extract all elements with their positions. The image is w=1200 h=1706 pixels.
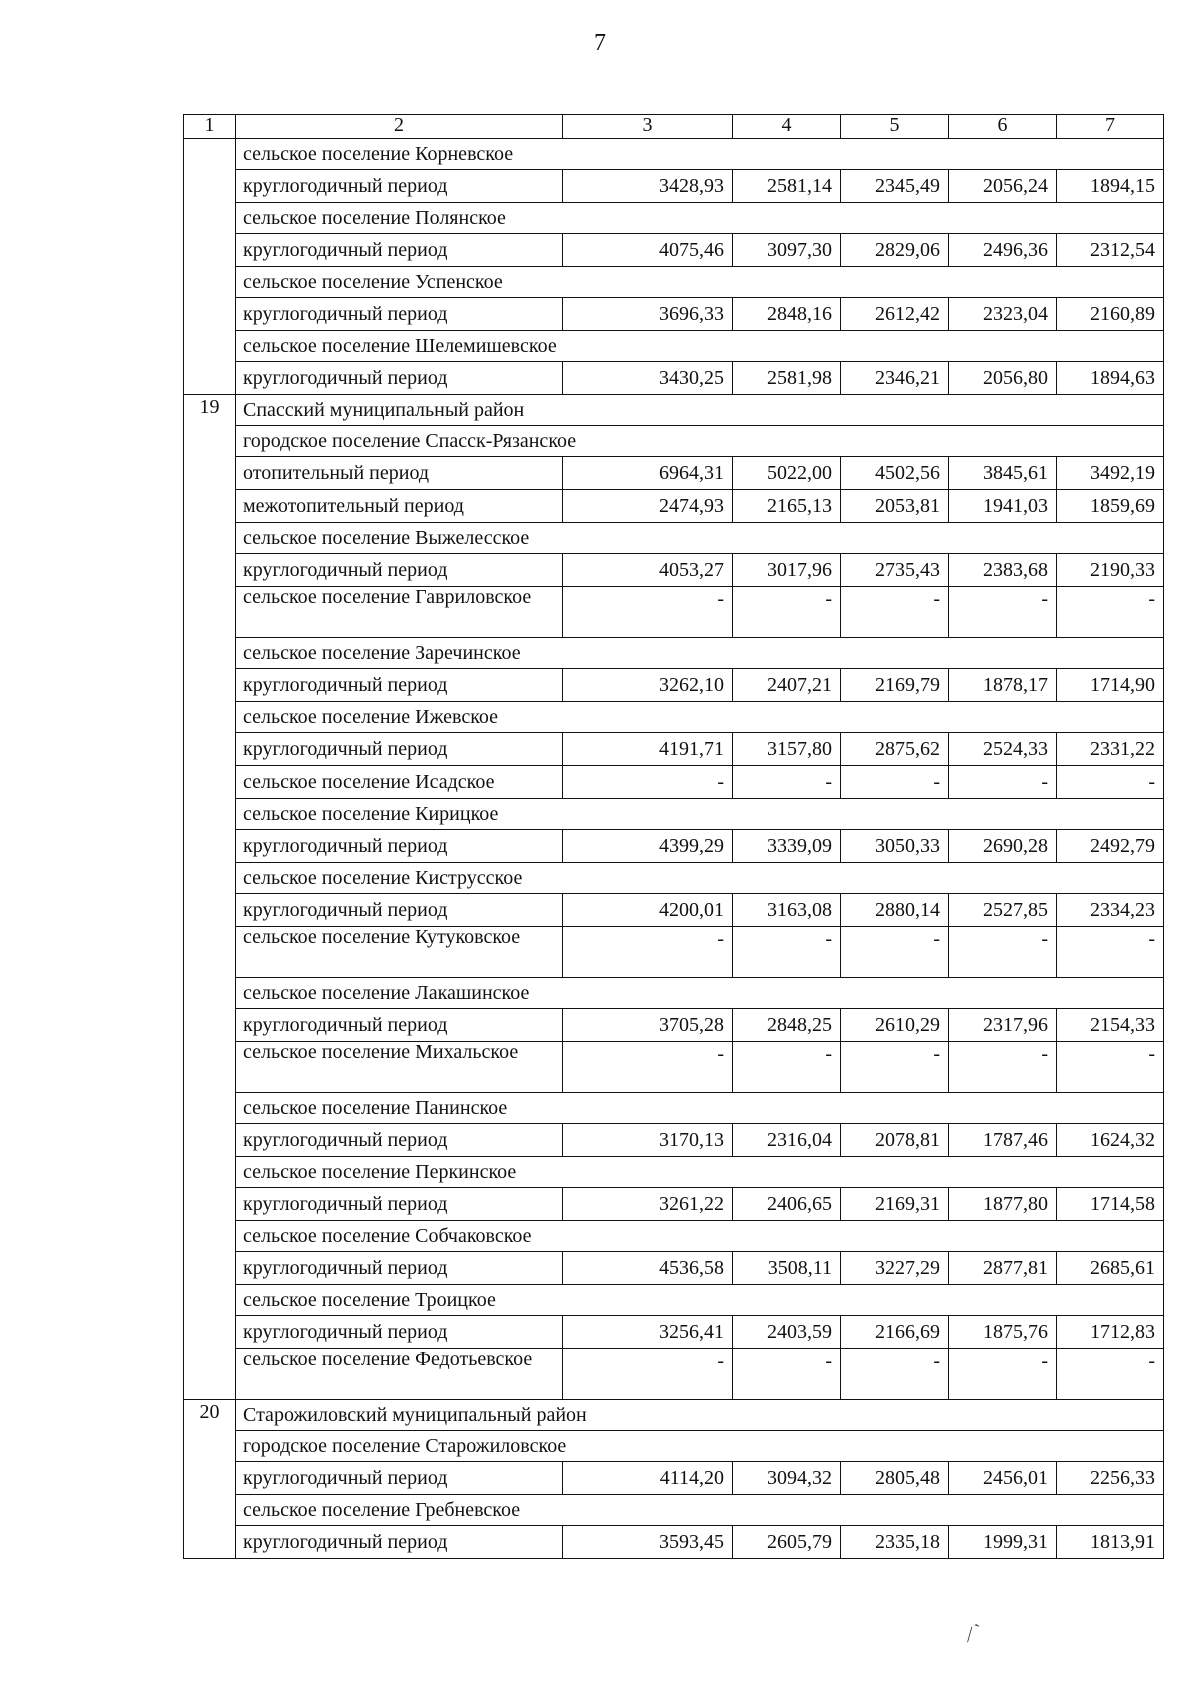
settlement-label: сельское поселение Гребневское (236, 1495, 1164, 1526)
table-row (184, 766, 1164, 799)
value-cell: 2335,18 (841, 1526, 949, 1559)
page-number: 7 (594, 30, 606, 56)
value-cell: - (563, 927, 733, 978)
value-cell: - (563, 1349, 733, 1400)
table-row (184, 267, 1164, 298)
value-cell: 3017,96 (733, 554, 841, 587)
value-cell: 3339,09 (733, 830, 841, 863)
value-cell: 2690,28 (949, 830, 1057, 863)
value-cell: - (949, 587, 1057, 638)
value-cell: 2735,43 (841, 554, 949, 587)
row-label: круглогодичный период (236, 362, 563, 395)
value-cell: 4200,01 (563, 894, 733, 927)
row-label: сельское поселение Гавриловское (236, 587, 563, 638)
table-row (184, 490, 1164, 523)
table-row (184, 1252, 1164, 1285)
table-row (184, 1009, 1164, 1042)
value-cell: 3262,10 (563, 669, 733, 702)
value-cell: 1894,15 (1057, 170, 1164, 203)
row-label: сельское поселение Федотьевское (236, 1349, 563, 1400)
value-cell: - (949, 1349, 1057, 1400)
value-cell: 3050,33 (841, 830, 949, 863)
tariff-table (183, 114, 1164, 1559)
value-cell: 4075,46 (563, 234, 733, 267)
value-cell: 2256,33 (1057, 1462, 1164, 1495)
table-row (184, 395, 1164, 426)
value-cell: - (733, 927, 841, 978)
value-cell: 3227,29 (841, 1252, 949, 1285)
value-cell: - (949, 1042, 1057, 1093)
value-cell: 2805,48 (841, 1462, 949, 1495)
value-cell: 2190,33 (1057, 554, 1164, 587)
value-cell: 2581,98 (733, 362, 841, 395)
value-cell: 1712,83 (1057, 1316, 1164, 1349)
settlement-label: сельское поселение Заречинское (236, 638, 1164, 669)
row-label: круглогодичный период (236, 1252, 563, 1285)
value-cell: 2056,24 (949, 170, 1057, 203)
table-row (184, 362, 1164, 395)
row-label: круглогодичный период (236, 1124, 563, 1157)
row-label: круглогодичный период (236, 1009, 563, 1042)
value-cell: 3705,28 (563, 1009, 733, 1042)
table-row (184, 1349, 1164, 1400)
value-cell: 2316,04 (733, 1124, 841, 1157)
value-cell: 3256,41 (563, 1316, 733, 1349)
value-cell: 1877,80 (949, 1188, 1057, 1221)
value-cell: - (949, 927, 1057, 978)
column-header: 4 (733, 115, 841, 139)
value-cell: 2880,14 (841, 894, 949, 927)
value-cell: - (733, 587, 841, 638)
value-cell: 2345,49 (841, 170, 949, 203)
value-cell: 2610,29 (841, 1009, 949, 1042)
value-cell: 4191,71 (563, 733, 733, 766)
value-cell: - (949, 766, 1057, 799)
table-row (184, 298, 1164, 331)
value-cell: 2829,06 (841, 234, 949, 267)
value-cell: 1999,31 (949, 1526, 1057, 1559)
table-row (184, 927, 1164, 978)
row-label: круглогодичный период (236, 830, 563, 863)
table-row (184, 894, 1164, 927)
value-cell: 1714,58 (1057, 1188, 1164, 1221)
value-cell: - (1057, 1349, 1164, 1400)
value-cell: - (1057, 927, 1164, 978)
value-cell: 2848,16 (733, 298, 841, 331)
value-cell: 2323,04 (949, 298, 1057, 331)
value-cell: 1624,32 (1057, 1124, 1164, 1157)
table-row (184, 587, 1164, 638)
row-label: круглогодичный период (236, 894, 563, 927)
settlement-label: сельское поселение Кирицкое (236, 799, 1164, 830)
value-cell: 2383,68 (949, 554, 1057, 587)
value-cell: 6964,31 (563, 457, 733, 490)
table-row (184, 1526, 1164, 1559)
row-label: круглогодичный период (236, 1526, 563, 1559)
row-label: круглогодичный период (236, 170, 563, 203)
value-cell: 2154,33 (1057, 1009, 1164, 1042)
column-header: 1 (184, 115, 236, 139)
value-cell: 2056,80 (949, 362, 1057, 395)
value-cell: 1894,63 (1057, 362, 1164, 395)
value-cell: 2346,21 (841, 362, 949, 395)
value-cell: 2165,13 (733, 490, 841, 523)
value-cell: 3492,19 (1057, 457, 1164, 490)
row-label: круглогодичный период (236, 733, 563, 766)
table-row (184, 702, 1164, 733)
value-cell: 2406,65 (733, 1188, 841, 1221)
table-row (184, 733, 1164, 766)
value-cell: 2848,25 (733, 1009, 841, 1042)
column-header: 6 (949, 115, 1057, 139)
table-row (184, 170, 1164, 203)
column-header: 5 (841, 115, 949, 139)
table-row (184, 1285, 1164, 1316)
value-cell: 2160,89 (1057, 298, 1164, 331)
value-cell: 2524,33 (949, 733, 1057, 766)
value-cell: - (563, 1042, 733, 1093)
value-cell: 2492,79 (1057, 830, 1164, 863)
row-label: круглогодичный период (236, 1462, 563, 1495)
table-row (184, 457, 1164, 490)
table-row (184, 523, 1164, 554)
value-cell: 2053,81 (841, 490, 949, 523)
value-cell: - (563, 587, 733, 638)
value-cell: 3428,93 (563, 170, 733, 203)
value-cell: 2875,62 (841, 733, 949, 766)
table-row (184, 830, 1164, 863)
value-cell: 4114,20 (563, 1462, 733, 1495)
value-cell: 1878,17 (949, 669, 1057, 702)
value-cell: 3163,08 (733, 894, 841, 927)
section-number: 19 (184, 395, 236, 1400)
value-cell: 1787,46 (949, 1124, 1057, 1157)
value-cell: - (841, 1042, 949, 1093)
row-label: круглогодичный период (236, 234, 563, 267)
value-cell: 1859,69 (1057, 490, 1164, 523)
settlement-label: сельское поселение Собчаковское (236, 1221, 1164, 1252)
table-row (184, 1495, 1164, 1526)
value-cell: 2685,61 (1057, 1252, 1164, 1285)
settlement-label: сельское поселение Перкинское (236, 1157, 1164, 1188)
settlement-label: городское поселение Спасск-Рязанское (236, 426, 1164, 457)
value-cell: 2169,79 (841, 669, 949, 702)
table-row (184, 1400, 1164, 1431)
value-cell: 4053,27 (563, 554, 733, 587)
value-cell: 4502,56 (841, 457, 949, 490)
table-row (184, 863, 1164, 894)
value-cell: 2496,36 (949, 234, 1057, 267)
value-cell: 2581,14 (733, 170, 841, 203)
settlement-label: сельское поселение Полянское (236, 203, 1164, 234)
value-cell: 3094,32 (733, 1462, 841, 1495)
value-cell: 2456,01 (949, 1462, 1057, 1495)
settlement-label: Старожиловский муниципальный район (236, 1400, 1164, 1431)
value-cell: - (1057, 766, 1164, 799)
column-header: 2 (236, 115, 563, 139)
settlement-label: сельское поселение Лакашинское (236, 978, 1164, 1009)
row-label: сельское поселение Михальское (236, 1042, 563, 1093)
table-row (184, 1124, 1164, 1157)
row-label: отопительный период (236, 457, 563, 490)
column-header: 3 (563, 115, 733, 139)
value-cell: 2169,31 (841, 1188, 949, 1221)
value-cell: 2334,23 (1057, 894, 1164, 927)
table-row (184, 799, 1164, 830)
row-label: сельское поселение Кутуковское (236, 927, 563, 978)
value-cell: 2078,81 (841, 1124, 949, 1157)
value-cell: 3157,80 (733, 733, 841, 766)
table-row (184, 203, 1164, 234)
value-cell: 3261,22 (563, 1188, 733, 1221)
table-row (184, 234, 1164, 267)
table-row (184, 554, 1164, 587)
table-row (184, 978, 1164, 1009)
table-body (184, 115, 1164, 1559)
table-row (184, 1042, 1164, 1093)
column-header-row (184, 115, 1164, 139)
value-cell: 1875,76 (949, 1316, 1057, 1349)
value-cell: 2331,22 (1057, 733, 1164, 766)
settlement-label: сельское поселение Ижевское (236, 702, 1164, 733)
table-row (184, 1157, 1164, 1188)
value-cell: 1941,03 (949, 490, 1057, 523)
value-cell: 2407,21 (733, 669, 841, 702)
value-cell: - (841, 766, 949, 799)
value-cell: - (1057, 1042, 1164, 1093)
table-row (184, 1462, 1164, 1495)
value-cell: 3097,30 (733, 234, 841, 267)
settlement-label: сельское поселение Выжелесское (236, 523, 1164, 554)
value-cell: - (841, 587, 949, 638)
section-number: 20 (184, 1400, 236, 1559)
value-cell: - (841, 927, 949, 978)
row-label: сельское поселение Исадское (236, 766, 563, 799)
value-cell: 2527,85 (949, 894, 1057, 927)
value-cell: - (733, 1349, 841, 1400)
value-cell: 1714,90 (1057, 669, 1164, 702)
value-cell: 2166,69 (841, 1316, 949, 1349)
value-cell: 2474,93 (563, 490, 733, 523)
value-cell: 4399,29 (563, 830, 733, 863)
value-cell: 4536,58 (563, 1252, 733, 1285)
table-row (184, 1093, 1164, 1124)
settlement-label: городское поселение Старожиловское (236, 1431, 1164, 1462)
value-cell: 3508,11 (733, 1252, 841, 1285)
settlement-label: сельское поселение Панинское (236, 1093, 1164, 1124)
value-cell: 3593,45 (563, 1526, 733, 1559)
column-header: 7 (1057, 115, 1164, 139)
section-number (184, 139, 236, 395)
value-cell: - (733, 766, 841, 799)
table-row (184, 1316, 1164, 1349)
table-row (184, 1431, 1164, 1462)
value-cell: - (841, 1349, 949, 1400)
settlement-label: Спасский муниципальный район (236, 395, 1164, 426)
settlement-label: сельское поселение Троицкое (236, 1285, 1164, 1316)
table-row (184, 139, 1164, 170)
row-label: межотопительный период (236, 490, 563, 523)
table-row (184, 669, 1164, 702)
value-cell: 2317,96 (949, 1009, 1057, 1042)
settlement-label: сельское поселение Успенское (236, 267, 1164, 298)
handwritten-mark: ⁄ ˋ (964, 1620, 987, 1646)
settlement-label: сельское поселение Шелемишевское (236, 331, 1164, 362)
value-cell: - (1057, 587, 1164, 638)
value-cell: - (733, 1042, 841, 1093)
value-cell: 3845,61 (949, 457, 1057, 490)
value-cell: 2612,42 (841, 298, 949, 331)
value-cell: 2403,59 (733, 1316, 841, 1349)
row-label: круглогодичный период (236, 298, 563, 331)
settlement-label: сельское поселение Корневское (236, 139, 1164, 170)
table-row (184, 638, 1164, 669)
table-row (184, 1188, 1164, 1221)
settlement-label: сельское поселение Киструсское (236, 863, 1164, 894)
value-cell: 2605,79 (733, 1526, 841, 1559)
value-cell: 3696,33 (563, 298, 733, 331)
value-cell: 1813,91 (1057, 1526, 1164, 1559)
row-label: круглогодичный период (236, 669, 563, 702)
value-cell: 5022,00 (733, 457, 841, 490)
row-label: круглогодичный период (236, 1316, 563, 1349)
row-label: круглогодичный период (236, 554, 563, 587)
table-row (184, 331, 1164, 362)
value-cell: 2877,81 (949, 1252, 1057, 1285)
value-cell: - (563, 766, 733, 799)
row-label: круглогодичный период (236, 1188, 563, 1221)
value-cell: 3430,25 (563, 362, 733, 395)
table-row (184, 426, 1164, 457)
value-cell: 2312,54 (1057, 234, 1164, 267)
value-cell: 3170,13 (563, 1124, 733, 1157)
table-row (184, 1221, 1164, 1252)
